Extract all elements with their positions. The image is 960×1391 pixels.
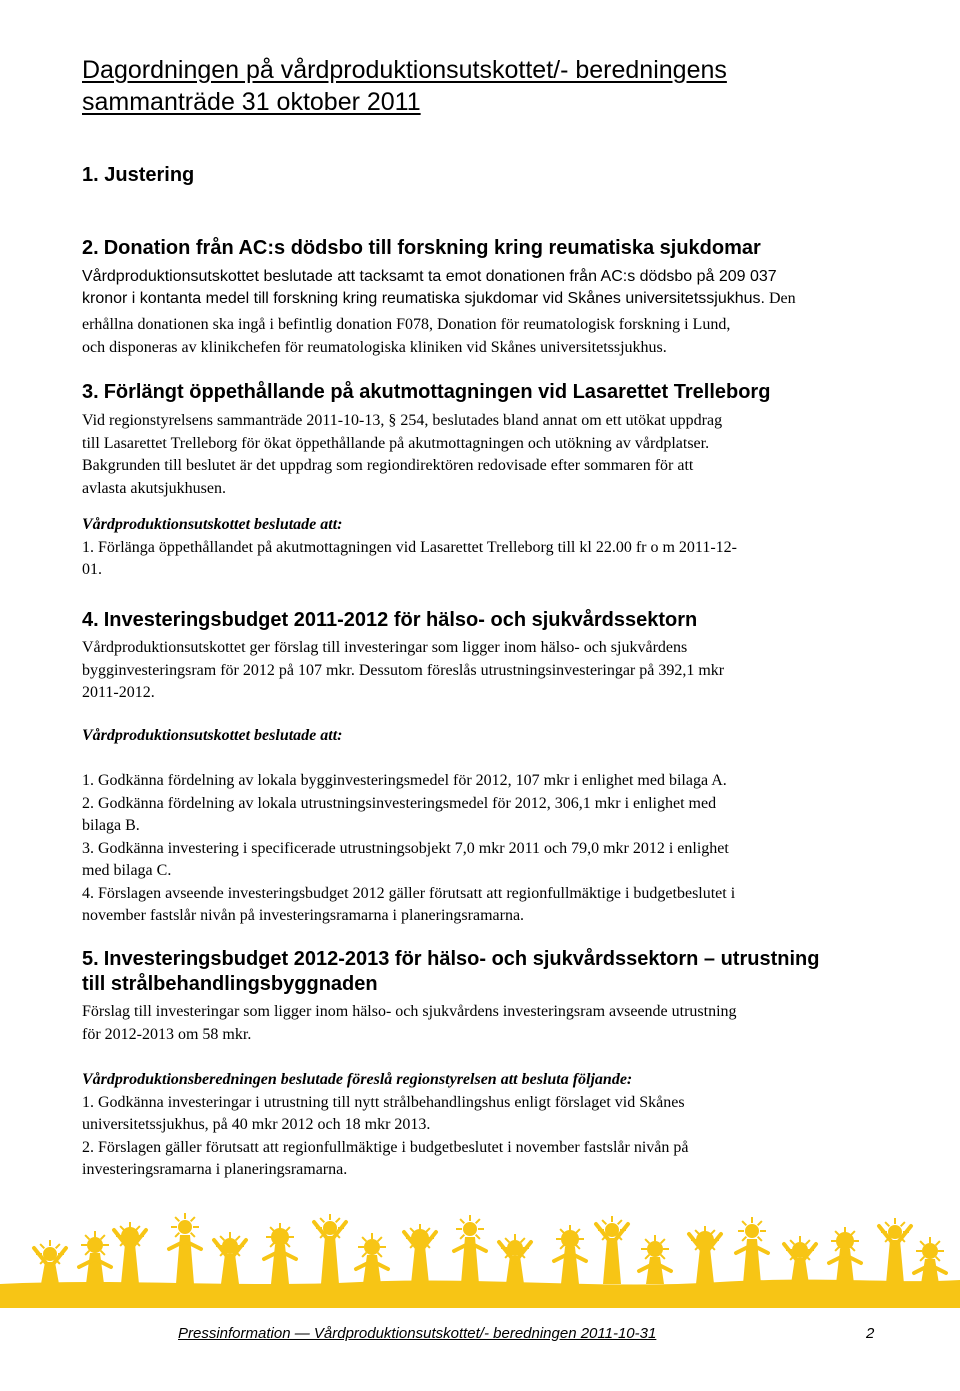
item-5-decision-line: universitetssjukhus, på 40 mkr 2012 och 18 mkr 2013. <box>82 1116 431 1133</box>
page-number: 2 <box>866 1325 875 1342</box>
item-4-decision-line: 1. Godkänna fördelning av lokala bygginvesteringsmedel för 2012, 107 mkr i enlighet med bilaga A. <box>82 772 727 789</box>
item-4-decision-line: 3. Godkänna investering i specificerade utrustningsobjekt 7,0 mkr 2011 och 79,0 mkr 2012 i enlighet <box>82 839 729 857</box>
item-5-decision-label: Vårdproduktionsberedningen beslutade föreslå regionstyrelsen att besluta följande: <box>82 1071 633 1088</box>
agenda-item-5-heading <box>82 947 819 972</box>
item-2-line-2b: Den <box>764 290 796 307</box>
figure-icon <box>169 1213 201 1284</box>
figure-icon <box>314 1214 346 1284</box>
agenda-item-2-sans-lines <box>82 266 872 310</box>
figure-icon <box>454 1215 486 1284</box>
agenda-item-2-body <box>82 314 877 359</box>
item-4-para-line: bygginvesteringsram för 2012 på 107 mkr. Dessutom föreslås utrustningsinvesteringar på 392,1 mkr <box>82 661 725 679</box>
figure-icon <box>914 1237 946 1284</box>
agenda-item-5-title-line-2: till strålbehandlingsbyggnaden <box>82 973 378 995</box>
item-3-para-line: till Lasarettet Trelleborg för ökat öppethållande på akutmottagningen och utökning av vårdplatser. <box>82 434 710 452</box>
agenda-item-1-heading: 1. Justering <box>82 164 195 186</box>
item-4-decision-line: 2. Godkänna fördelning av lokala utrustningsinvesteringsmedel för 2012, 306,1 mkr i enlighet med <box>82 794 717 812</box>
item-3-para-line: avlasta akutsjukhusen. <box>82 479 226 497</box>
footer <box>178 1325 878 1342</box>
item-3-decision-line: 01. <box>82 561 102 578</box>
figure-icon <box>639 1235 671 1284</box>
agenda-item-4-number: 4. <box>82 609 99 631</box>
item-5-decision-line: 2. Förslagen gäller förutsatt att regionfullmäktige i budgetbeslutet i november fastslår nivån på <box>82 1138 689 1156</box>
item-5-para-line: Förslag till investeringar som ligger inom hälso- och sjukvårdens investeringsram avseende utrustning <box>82 1003 737 1020</box>
item-2-line-3: erhållna donationen ska ingå i befintlig donation F078, Donation för reumatologisk forskning i Lund, <box>82 316 731 333</box>
figure-icon <box>554 1225 586 1284</box>
figure-icon <box>829 1227 861 1284</box>
figure-icon <box>736 1217 768 1284</box>
yellow-figures <box>0 1213 960 1308</box>
item-4-decision-line: med bilaga C. <box>82 862 172 879</box>
figure-icon <box>79 1231 111 1284</box>
item-4-decision-line: november fastslår nivån på investeringsramarna i planeringsramarna. <box>82 907 525 924</box>
figure-icon <box>404 1224 436 1284</box>
item-3-para-line: Vid regionstyrelsens sammanträde 2011-10-13, § 254, beslutades bland annat om ett utökat uppdrag <box>82 412 723 429</box>
ground-band <box>0 1280 960 1308</box>
figure-icon <box>356 1233 388 1284</box>
agenda-item-5-number: 5. <box>82 948 99 970</box>
agenda-item-2-title: Donation från AC:s dödsbo till forskning kring reumatiska sjukdomar <box>103 237 761 259</box>
agenda-item-2-heading <box>82 236 761 261</box>
item-4-decision-label-wrap <box>82 725 877 748</box>
figure-icon <box>879 1218 911 1284</box>
figure-icon <box>264 1223 296 1284</box>
agenda-item-3-heading <box>82 380 770 405</box>
item-5-decision-line: investeringsramarna i planeringsramarna. <box>82 1161 348 1178</box>
item-4-decision-line: bilaga B. <box>82 817 140 834</box>
figure-icon <box>114 1222 146 1284</box>
agenda-item-5-decision <box>82 1069 877 1182</box>
item-4-decision-line: 4. Förslagen avseende investeringsbudget 2012 gäller förutsatt att regionfullmäktige i budgetbeslutet i <box>82 884 736 902</box>
figure-icon <box>596 1216 628 1284</box>
title-line-1: Dagordningen på vårdproduktionsutskottet/- beredningens <box>82 56 727 84</box>
agenda-item-5-title-line-1: Investeringsbudget 2012-2013 för hälso- och sjukvårdssektorn – utrustning <box>103 948 820 970</box>
figure-icon <box>34 1240 66 1284</box>
figure-icon <box>499 1234 531 1284</box>
agenda-item-3-number: 3. <box>82 381 99 403</box>
item-3-para-line: Bakgrunden till beslutet är det uppdrag som regiondirektören redovisade efter sommaren för att <box>82 457 694 474</box>
agenda-item-4-title: Investeringsbudget 2011-2012 för hälso- och sjukvårdssektorn <box>103 609 698 631</box>
title-line-2: sammanträde 31 oktober 2011 <box>82 88 421 116</box>
agenda-item-4-heading <box>82 608 697 633</box>
item-5-para-line: för 2012-2013 om 58 mkr. <box>82 1025 252 1043</box>
item-3-decision-line: 1. Förlänga öppethållandet på akutmottagningen vid Lasarettet Trelleborg till kl 22.00 fr o m 2011-12- <box>82 538 737 556</box>
item-4-para-line: 2011-2012. <box>82 684 155 701</box>
figure-icon <box>214 1232 246 1284</box>
page-title <box>82 54 902 118</box>
item-2-line-4: och disponeras av klinikchefen för reumatologiska kliniken vid Skånes universitetssjukhus. <box>82 338 667 356</box>
agenda-item-4-decisions <box>82 770 877 928</box>
item-4-para-line: Vårdproduktionsutskottet ger förslag till investeringar som ligger inom hälso- och sjukvårdens <box>82 639 688 656</box>
decorative-figures-band <box>0 1198 960 1308</box>
agenda-item-3-title: Förlängt öppethållande på akutmottagningen vid Lasarettet Trelleborg <box>103 381 771 403</box>
footer-label: Pressinformation — Vårdproduktionsutskottet/- beredningen 2011-10-31 <box>178 1325 657 1342</box>
figure-icon <box>689 1226 721 1284</box>
agenda-item-3-body <box>82 410 877 500</box>
item-2-line-1: Vårdproduktionsutskottet beslutade att tacksamt ta emot donationen från AC:s dödsbo på 209 037 <box>82 268 777 285</box>
item-2-line-2 <box>82 288 872 310</box>
agenda-item-2-number: 2. <box>82 237 99 259</box>
item-2-line-2a: kronor i kontanta medel till forskning kring reumatiska sjukdomar vid Skånes universitetssjukhus. <box>82 290 765 307</box>
agenda-item-3-decision <box>82 514 877 582</box>
item-3-decision-label: Vårdproduktionsutskottet beslutade att: <box>82 516 343 533</box>
item-4-decision-label: Vårdproduktionsutskottet beslutade att: <box>82 727 343 744</box>
agenda-item-5-body <box>82 1001 877 1046</box>
agenda-item-4-body <box>82 637 877 705</box>
item-5-decision-line: 1. Godkänna investeringar i utrustning till nytt strålbehandlingshus enligt förslaget vid Skånes <box>82 1093 685 1111</box>
figure-icon <box>784 1236 816 1284</box>
